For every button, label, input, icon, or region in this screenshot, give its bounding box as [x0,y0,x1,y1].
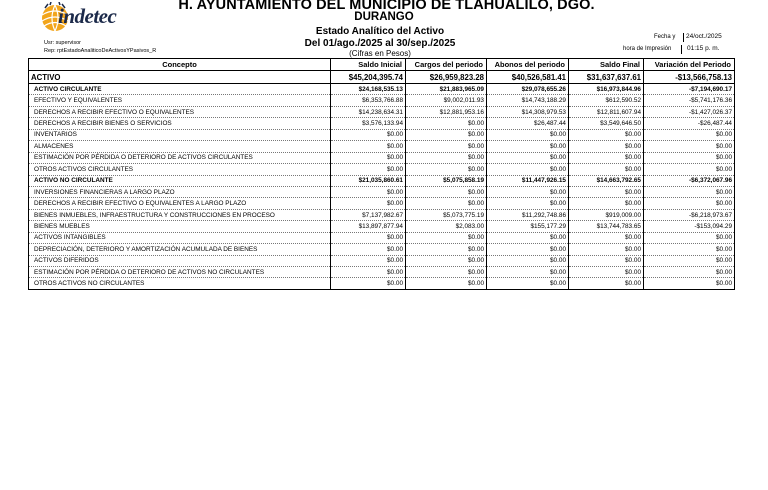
cell-saldo-final: $0.00 [569,267,644,278]
cell-abonos: $0.00 [487,198,569,209]
logo-text: indetec [58,4,117,28]
cell-saldo-inicial: $21,035,860.61 [331,175,406,186]
table-row [29,129,735,140]
cell-abonos: $14,743,188.29 [487,95,569,106]
asset-analysis-table [28,58,735,290]
cell-cargos: $5,075,858.19 [406,175,487,186]
table-row [29,164,735,175]
cell-abonos: $0.00 [487,129,569,140]
cell-variacion: $0.00 [644,232,735,243]
table-row [29,278,735,289]
cell-saldo-inicial: $0.00 [331,244,406,255]
cell-abonos: $0.00 [487,232,569,243]
cell-saldo-inicial: $3,576,133.94 [331,118,406,129]
cell-saldo-inicial: $0.00 [331,278,406,289]
cell-saldo-final: $0.00 [569,141,644,152]
cell-saldo-inicial: $0.00 [331,164,406,175]
cell-cargos: $5,073,775.19 [406,209,487,220]
report-name: Estado Analítico del Activo [315,26,445,37]
cell-cargos: $2,083.00 [406,221,487,232]
cell-saldo-inicial: $0.00 [331,152,406,163]
print-time-label: hora de Impresión [623,46,672,52]
cell-concepto: OTROS ACTIVOS NO CIRCULANTES [29,278,331,289]
table-row [29,95,735,106]
cell-variacion: $0.00 [644,152,735,163]
cell-cargos: $0.00 [406,198,487,209]
cell-cargos: $0.00 [406,118,487,129]
user-label: Usr: supervisor [44,40,81,46]
print-time-value: 01:15 p. m. [681,45,720,54]
cell-concepto: OTROS ACTIVOS CIRCULANTES [29,164,331,175]
cell-cargos: $0.00 [406,164,487,175]
cell-abonos: $0.00 [487,164,569,175]
cell-cargos: $0.00 [406,244,487,255]
cell-saldo-inicial: $0.00 [331,141,406,152]
cell-saldo-final: $0.00 [569,232,644,243]
cell-variacion: $0.00 [644,267,735,278]
cell-variacion: $0.00 [644,186,735,197]
cell-concepto: DERECHOS A RECIBIR BIENES O SERVICIOS [29,118,331,129]
cell-variacion: -$1,427,026.37 [644,106,735,117]
table-row [29,221,735,232]
cell-variacion: -$153,094.29 [644,221,735,232]
cell-abonos: $0.00 [487,278,569,289]
cell-cargos: $21,883,965.09 [406,84,487,95]
table-row [29,84,735,95]
cell-saldo-final: $0.00 [569,244,644,255]
print-date-value: 24/oct./2025 [683,33,722,42]
cell-saldo-inicial: $0.00 [331,186,406,197]
cell-concepto: ESTIMACIÓN POR PÉRDIDA O DETERIORO DE ACTIVOS NO CIRCULANTES [29,267,331,278]
column-header-saldo-final: Saldo Final [569,59,644,71]
cell-concepto: DERECHOS A RECIBIR EFECTIVO O EQUIVALENTES [29,106,331,117]
table-row [29,244,735,255]
cell-abonos: $26,487.44 [487,118,569,129]
cell-saldo-final: $919,009.00 [569,209,644,220]
cell-saldo-inicial: $0.00 [331,198,406,209]
cell-saldo-final: $12,811,607.94 [569,106,644,117]
cell-saldo-inicial: $13,897,877.94 [331,221,406,232]
cell-variacion: $0.00 [644,129,735,140]
table-row [29,106,735,117]
cell-cargos: $26,959,823.28 [406,71,487,84]
report-period: Del 01/ago./2025 al 30/sep./2025 [304,38,456,49]
cell-concepto: EFECTIVO Y EQUIVALENTES [29,95,331,106]
cell-cargos: $0.00 [406,141,487,152]
cell-cargos: $0.00 [406,129,487,140]
report-id-label: Rep: rptEstadoAnaliticoDeActivosYPasivos_R [44,48,157,54]
cell-saldo-final: $0.00 [569,278,644,289]
cell-concepto: INVERSIONES FINANCIERAS A LARGO PLAZO [29,186,331,197]
table-row [29,141,735,152]
column-header-abonos: Abonos del periodo [487,59,569,71]
cell-saldo-final: $31,637,637.61 [569,71,644,84]
cell-concepto: DERECHOS A RECIBIR EFECTIVO O EQUIVALENTES A LARGO PLAZO [29,198,331,209]
cell-variacion: -$6,372,067.96 [644,175,735,186]
cell-concepto: INVENTARIOS [29,129,331,140]
cell-abonos: $11,447,926.15 [487,175,569,186]
cell-saldo-final: $14,663,792.65 [569,175,644,186]
table-row [29,209,735,220]
cell-saldo-inicial: $14,238,634.31 [331,106,406,117]
cell-abonos: $40,526,581.41 [487,71,569,84]
table-row [29,118,735,129]
cell-cargos: $0.00 [406,267,487,278]
cell-concepto: DEPRECIACIÓN, DETERIORO Y AMORTIZACIÓN ACUMULADA DE BIENES [29,244,331,255]
cell-saldo-inicial: $45,204,395.74 [331,71,406,84]
cell-saldo-final: $16,973,844.96 [569,84,644,95]
cell-saldo-final: $3,549,646.50 [569,118,644,129]
currency-note: (Cifras en Pesos) [349,49,411,58]
cell-cargos: $0.00 [406,255,487,266]
table-row [29,186,735,197]
cell-cargos: $0.00 [406,278,487,289]
cell-abonos: $0.00 [487,255,569,266]
table-row [29,267,735,278]
cell-saldo-inicial: $0.00 [331,267,406,278]
cell-abonos: $0.00 [487,152,569,163]
cell-abonos: $155,177.29 [487,221,569,232]
page-title: H. AYUNTAMIENTO DEL MUNICIPIO DE TLAHUALILO, DGO. [178,0,595,13]
column-header-concepto: Concepto [29,59,331,71]
cell-saldo-final: $0.00 [569,198,644,209]
cell-saldo-final: $0.00 [569,186,644,197]
table-row [29,198,735,209]
table-row [29,71,735,84]
cell-variacion: $0.00 [644,198,735,209]
cell-saldo-inicial: $24,168,535.13 [331,84,406,95]
cell-variacion: -$5,741,176.36 [644,95,735,106]
cell-cargos: $12,881,953.16 [406,106,487,117]
cell-concepto: BIENES INMUEBLES, INFRAESTRUCTURA Y CONSTRUCCIONES EN PROCESO [29,209,331,220]
cell-abonos: $14,308,979.53 [487,106,569,117]
cell-concepto: ESTIMACIÓN POR PÉRDIDA O DETERIORO DE ACTIVOS CIRCULANTES [29,152,331,163]
table-row [29,232,735,243]
cell-abonos: $0.00 [487,141,569,152]
cell-variacion: $0.00 [644,164,735,175]
cell-saldo-final: $0.00 [569,129,644,140]
cell-concepto: ACTIVOS DIFERIDOS [29,255,331,266]
cell-saldo-final: $13,744,783.65 [569,221,644,232]
table-row [29,152,735,163]
cell-variacion: -$7,194,690.17 [644,84,735,95]
cell-concepto: ALMACENES [29,141,331,152]
cell-concepto: ACTIVO CIRCULANTE [29,84,331,95]
cell-cargos: $0.00 [406,232,487,243]
cell-variacion: -$6,218,973.67 [644,209,735,220]
cell-saldo-final: $612,590.52 [569,95,644,106]
cell-abonos: $29,078,655.26 [487,84,569,95]
print-date-label: Fecha y [654,34,676,40]
cell-abonos: $0.00 [487,267,569,278]
column-header-variacion: Variación del Periodo [644,59,735,71]
cell-concepto: BIENES MUEBLES [29,221,331,232]
cell-variacion: -$26,487.44 [644,118,735,129]
cell-cargos: $0.00 [406,152,487,163]
cell-saldo-final: $0.00 [569,152,644,163]
column-header-cargos: Cargos del periodo [406,59,487,71]
cell-abonos: $0.00 [487,186,569,197]
cell-variacion: $0.00 [644,278,735,289]
cell-saldo-inicial: $0.00 [331,255,406,266]
cell-variacion: $0.00 [644,244,735,255]
cell-concepto: ACTIVO [29,71,331,84]
cell-cargos: $0.00 [406,186,487,197]
table-row [29,255,735,266]
cell-concepto: ACTIVO NO CIRCULANTE [29,175,331,186]
cell-abonos: $0.00 [487,244,569,255]
cell-saldo-final: $0.00 [569,255,644,266]
cell-saldo-inicial: $0.00 [331,232,406,243]
cell-saldo-inicial: $0.00 [331,129,406,140]
cell-saldo-final: $0.00 [569,164,644,175]
table-header-row [29,59,735,71]
cell-variacion: $0.00 [644,255,735,266]
cell-saldo-inicial: $6,353,766.88 [331,95,406,106]
cell-abonos: $11,292,748.86 [487,209,569,220]
cell-variacion: -$13,566,758.13 [644,71,735,84]
cell-concepto: ACTIVOS INTANGIBLES [29,232,331,243]
cell-cargos: $9,002,011.93 [406,95,487,106]
column-header-saldo-inicial: Saldo Inicial [331,59,406,71]
table-row [29,175,735,186]
page-subtitle: DURANGO [354,11,414,23]
cell-saldo-inicial: $7,137,982.67 [331,209,406,220]
cell-variacion: $0.00 [644,141,735,152]
